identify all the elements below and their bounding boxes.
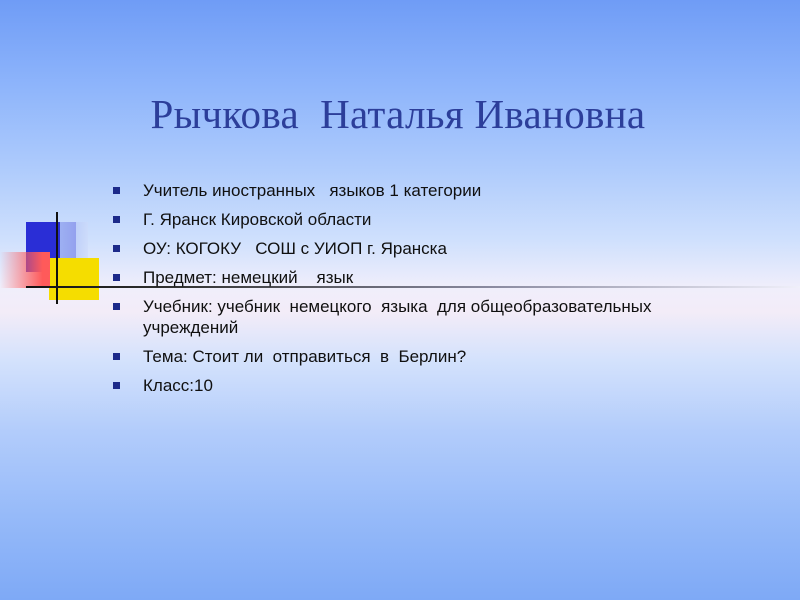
- bullet-list: [110, 180, 750, 404]
- bullet-item: [110, 346, 750, 367]
- bullet-text: Предмет: немецкий язык: [143, 268, 354, 287]
- bullet-square-icon: [113, 274, 120, 281]
- bullet-item: [110, 267, 750, 288]
- bullet-square-icon: [113, 303, 120, 310]
- bullet-square-icon: [113, 353, 120, 360]
- bullet-text: Тема: Стоит ли отправиться в Берлин?: [143, 347, 467, 366]
- bullet-text: Г. Яранск Кировской области: [143, 210, 372, 229]
- bullet-item: [110, 296, 750, 338]
- bullet-text: Учитель иностранных языков 1 категории: [143, 181, 482, 200]
- decor-red-square: [0, 252, 50, 288]
- bullet-item: [110, 209, 750, 230]
- bullet-text: Класс:10: [143, 376, 213, 395]
- bullet-square-icon: [113, 245, 120, 252]
- slide-title: Рычкова Наталья Ивановна: [150, 91, 646, 137]
- decor-vertical-line: [56, 212, 58, 304]
- decor-light-square: [60, 222, 88, 260]
- bullet-item: [110, 238, 750, 259]
- bullet-item: [110, 180, 750, 201]
- bullet-square-icon: [113, 382, 120, 389]
- bullet-text: ОУ: КОГОКУ СОШ с УИОП г. Яранска: [143, 239, 447, 258]
- bullet-square-icon: [113, 187, 120, 194]
- bullet-item: [110, 375, 750, 396]
- bullet-text: Учебник: учебник немецкого языка для общеобразовательных учреждений: [143, 297, 657, 337]
- bullet-square-icon: [113, 216, 120, 223]
